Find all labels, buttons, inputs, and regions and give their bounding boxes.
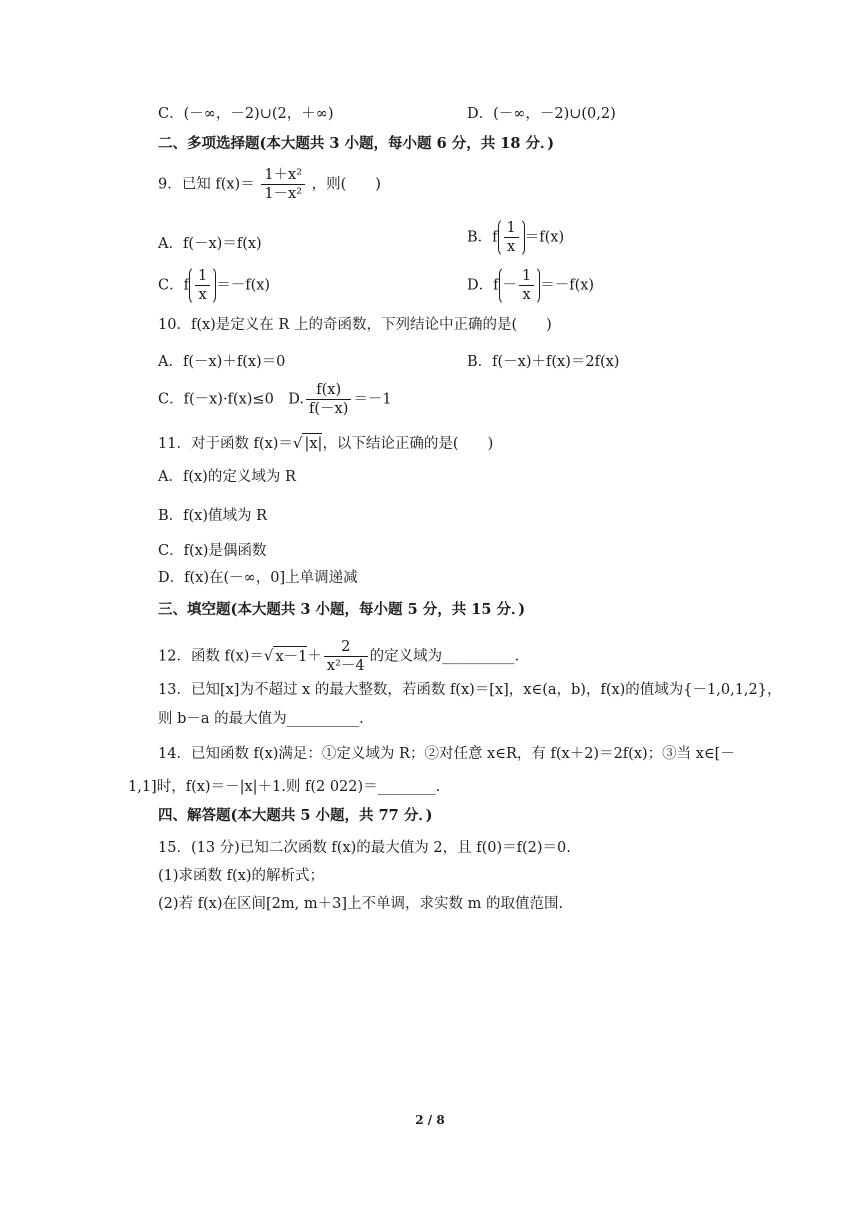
q14-line-2: 1,1]时，f(x)＝－|x|＋1.则 f(2 022)＝________. <box>128 779 441 795</box>
q10-option-d-suffix: ＝－1 <box>353 391 392 408</box>
page-number: 2 / 8 <box>415 1113 445 1127</box>
q9-stem-suffix: ，则( ) <box>311 176 381 193</box>
q12-stem <box>158 638 519 675</box>
q11-option-c: C．f(x)是偶函数 <box>158 543 267 559</box>
q15-part-2: (2)若 f(x)在区间[2m, m＋3]上不单调，求实数 m 的取值范围. <box>158 896 564 912</box>
sqrt-symbol-icon: √ <box>263 646 274 665</box>
q9-option-b-paren <box>498 218 525 257</box>
q9-option-c-prefix: C．f <box>158 277 189 294</box>
q13-line-2: 则 b－a 的最大值为__________. <box>158 711 364 727</box>
q11-stem-prefix: 11．对于函数 f(x)＝ <box>158 436 293 452</box>
q12-radicand: x－1 <box>273 646 307 667</box>
q11-stem <box>158 433 493 454</box>
q9-option-c-fraction <box>195 267 210 304</box>
q15-stem: 15．(13 分)已知二次函数 f(x)的最大值为 2，且 f(0)＝f(2)＝0. <box>158 840 571 856</box>
q10-option-d-denominator: f(－x) <box>309 401 349 417</box>
q9-option-c-paren <box>189 266 216 305</box>
q11-option-d: D．f(x)在(－∞，0]上单调递减 <box>158 570 358 586</box>
q12-numerator: 2 <box>324 638 368 657</box>
q9-stem-prefix: 9．已知 f(x)＝ <box>158 176 255 193</box>
q9-option-d-paren <box>499 266 541 305</box>
q15-part-1: (1)求函数 f(x)的解析式； <box>158 868 325 884</box>
q9-option-d-denominator: x <box>522 287 531 303</box>
q10-option-b: B．f(－x)＋f(x)＝2f(x) <box>467 354 620 370</box>
q11-stem-suffix: ，以下结论正确的是( ) <box>322 436 494 452</box>
q10-option-d-fraction <box>306 381 351 418</box>
q9-option-b-prefix: B．f <box>467 229 498 246</box>
q9-option-b-numerator: 1 <box>504 219 519 238</box>
section-heading-answers: 四、解答题(本大题共 5 小题，共 77 分．) <box>158 807 433 824</box>
q9-option-b <box>467 218 564 257</box>
q9-option-b-suffix: ＝f(x) <box>524 229 565 246</box>
q12-prefix: 12．函数 f(x)＝ <box>158 648 264 665</box>
q9-option-d-suffix: ＝－f(x) <box>540 277 595 294</box>
q9-option-d-numerator: 1 <box>519 267 534 286</box>
q9-option-c-numerator: 1 <box>195 267 210 286</box>
q10-option-c: C．f(－x)·f(x)≤0 D. <box>158 391 305 408</box>
sqrt-symbol-icon: √ <box>292 434 303 452</box>
q11-radicand: |x| <box>302 433 322 454</box>
q12-denominator: x²－4 <box>326 658 365 674</box>
q14-line-1: 14．已知函数 f(x)满足：①定义域为 R；②对任意 x∈R，有 f(x＋2)＝2f(x)；③当 x∈[－ <box>158 746 735 762</box>
section-heading-fill-blank: 三、填空题(本大题共 3 小题，每小题 5 分，共 15 分．) <box>158 601 526 618</box>
q9-option-d <box>467 266 594 305</box>
q11-option-b: B．f(x)值域为 R <box>158 508 268 524</box>
q9-fraction-numerator: 1＋x² <box>261 166 305 185</box>
q10-option-a: A．f(－x)＋f(x)＝0 <box>158 354 286 370</box>
q9-option-c-suffix: ＝－f(x) <box>216 277 271 294</box>
q9-fraction <box>261 166 305 203</box>
q9-option-b-fraction <box>504 219 519 256</box>
q11-option-a: A．f(x)的定义域为 R <box>158 469 296 485</box>
q10-stem: 10．f(x)是定义在 R 上的奇函数，下列结论中正确的是( ) <box>158 317 552 333</box>
q12-fraction <box>324 638 368 675</box>
q9-option-d-fraction <box>519 267 534 304</box>
q9-option-a: A．f(－x)＝f(x) <box>158 236 262 252</box>
q9-option-b-denominator: x <box>507 239 516 255</box>
q8-option-d: D．(－∞，－2)∪(0,2) <box>467 106 616 122</box>
section-heading-multiple-choice: 二、多项选择题(本大题共 3 小题，每小题 6 分，共 18 分．) <box>158 135 555 152</box>
q12-plus: ＋ <box>307 648 322 665</box>
q9-fraction-denominator: 1－x² <box>264 186 303 202</box>
q8-option-c: C．(－∞，－2)∪(2，＋∞) <box>158 106 334 122</box>
q9-stem <box>158 166 381 203</box>
q9-option-d-prefix: D．f <box>467 277 499 294</box>
q10-option-d-numerator: f(x) <box>306 381 351 400</box>
q9-option-c <box>158 266 270 305</box>
q9-option-c-denominator: x <box>198 287 207 303</box>
q13-line-1: 13．已知[x]为不超过 x 的最大整数，若函数 f(x)＝[x]，x∈(a，b)，f(x)的值域为{－1,0,1,2}， <box>158 682 782 698</box>
q9-option-d-sign: － <box>502 277 517 294</box>
q12-suffix: 的定义域为__________. <box>369 648 520 665</box>
q10-option-c-d <box>158 381 392 418</box>
